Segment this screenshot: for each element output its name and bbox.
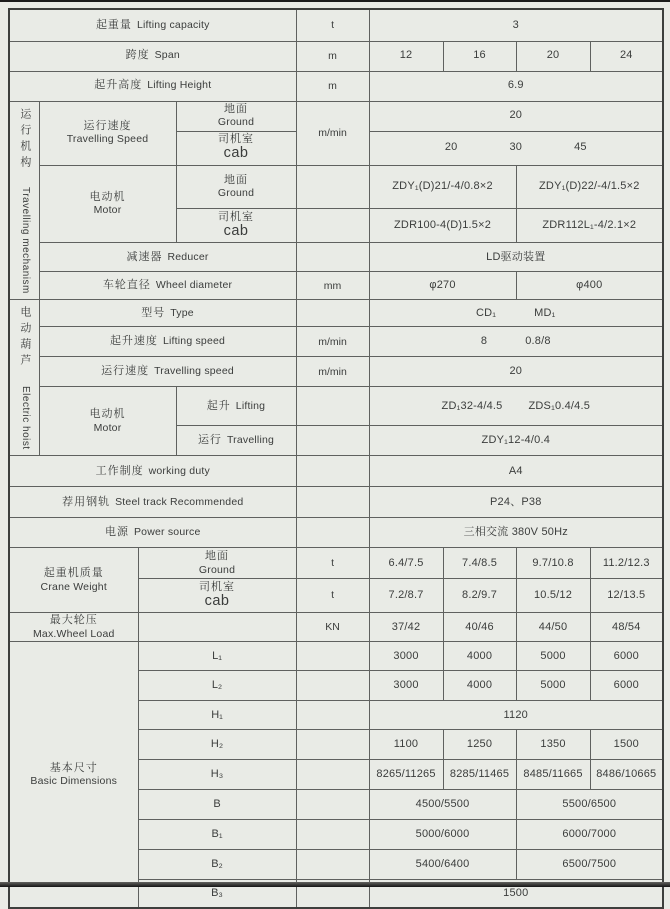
row-span (9, 41, 663, 71)
crane-weight-ground-sublabel: 地面 Ground (138, 548, 296, 579)
reducer-label: 减速器 Reducer (39, 243, 296, 272)
lifting-capacity-unit: t (296, 9, 369, 41)
dim-h1-value: 1120 (369, 701, 663, 730)
dim-l1-value-4: 6000 (590, 642, 663, 671)
row-wheel-diameter (9, 272, 663, 300)
dim-h3-value-4: 8486/10665 (590, 760, 663, 790)
travspeed-cab-sublabel: 司机室 cab (176, 131, 296, 165)
dim-h3-value-3: 8485/11665 (516, 760, 590, 790)
row-crane-weight-ground (9, 548, 663, 579)
dim-l2-value-3: 5000 (516, 671, 590, 701)
dim-b1-value-2: 6000/7000 (516, 820, 663, 850)
dim-b1-sublabel: B₁ (138, 820, 296, 850)
max-wheel-load-value-4: 48/54 (590, 613, 663, 642)
dim-h2-unit (296, 730, 369, 760)
dim-h3-value-2: 8285/11465 (443, 760, 516, 790)
mechmotor-ground-sublabel: 地面 Ground (176, 165, 296, 209)
mechmotor-ground-value-1: ZDY₁(D)21/-4/0.8×2 (369, 165, 516, 209)
dim-b3-value: 1500 (369, 880, 663, 908)
hoist-type-values: CD₁ MD₁ (369, 300, 663, 327)
span-label: 跨度 Span (9, 41, 296, 71)
mechmotor-ground-unit (296, 165, 369, 209)
dim-h1-unit (296, 701, 369, 730)
scan-edge-top (0, 0, 670, 2)
span-value-1: 12 (369, 41, 443, 71)
hoistmotor-travelling-value: ZDY₁12-4/0.4 (369, 426, 663, 456)
hoist-type-label: 型号 Type (39, 300, 296, 327)
mech-motor-label: 电动机 Motor (39, 165, 176, 243)
row-working-duty (9, 456, 663, 487)
max-wheel-load-value-3: 44/50 (516, 613, 590, 642)
dim-l2-value-1: 3000 (369, 671, 443, 701)
row-max-wheel-load (9, 613, 663, 642)
dim-h3-value-1: 8265/11265 (369, 760, 443, 790)
dim-l2-value-4: 6000 (590, 671, 663, 701)
max-wheel-load-sublabel-empty (138, 613, 296, 642)
working-duty-unit (296, 456, 369, 487)
dim-h2-value-3: 1350 (516, 730, 590, 760)
lifting-height-unit: m (296, 71, 369, 101)
travspeed-ground-value: 20 (369, 101, 663, 131)
row-dim-l1 (9, 642, 663, 671)
dim-h2-value-2: 1250 (443, 730, 516, 760)
row-power-source (9, 518, 663, 548)
crane-weight-cab-value-4: 12/13.5 (590, 579, 663, 613)
crane-weight-ground-value-3: 9.7/10.8 (516, 548, 590, 579)
dim-b3-sublabel: B₃ (138, 880, 296, 908)
hoist-travelling-speed-unit: m/min (296, 357, 369, 387)
reducer-value: LD驱动装置 (369, 243, 663, 272)
dim-b2-sublabel: B₂ (138, 850, 296, 880)
dim-b1-value-1: 5000/6000 (369, 820, 516, 850)
crane-weight-label: 起重机质量 Crane Weight (9, 548, 138, 613)
crane-weight-cab-unit: t (296, 579, 369, 613)
crane-weight-ground-unit: t (296, 548, 369, 579)
working-duty-label: 工作制度 working duty (9, 456, 296, 487)
hoistmotor-lifting-sublabel: 起升 Lifting (176, 387, 296, 426)
mechmotor-cab-unit (296, 209, 369, 243)
row-lifting-height (9, 71, 663, 101)
span-value-4: 24 (590, 41, 663, 71)
crane-weight-cab-sublabel: 司机室 cab (138, 579, 296, 613)
crane-weight-cab-value-2: 8.2/9.7 (443, 579, 516, 613)
dim-h2-value-1: 1100 (369, 730, 443, 760)
steel-track-value: P24、P38 (369, 487, 663, 518)
wheel-diameter-value-2: φ400 (516, 272, 663, 300)
travspeed-cab-values: 20 30 45 (369, 131, 663, 165)
dim-l1-value-2: 4000 (443, 642, 516, 671)
lifting-speed-label: 起升速度 Lifting speed (39, 327, 296, 357)
row-hoist-travelling-speed (9, 357, 663, 387)
group-electric-hoist: 电动葫芦 Electric hoist (9, 300, 39, 456)
hoist-travelling-speed-value: 20 (369, 357, 663, 387)
lifting-height-label: 起升高度 Lifting Height (9, 71, 296, 101)
dim-h3-sublabel: H₃ (138, 760, 296, 790)
dim-b2-value-1: 5400/6400 (369, 850, 516, 880)
dim-l1-sublabel: L₁ (138, 642, 296, 671)
row-lifting-speed (9, 327, 663, 357)
mechmotor-cab-value-2: ZDR112L₁-4/2.1×2 (516, 209, 663, 243)
hoist-travelling-speed-label: 运行速度 Travelling speed (39, 357, 296, 387)
crane-spec-table (8, 8, 664, 909)
dim-b-value-1: 4500/5500 (369, 790, 516, 820)
mechmotor-cab-sublabel: 司机室 cab (176, 209, 296, 243)
dim-h3-unit (296, 760, 369, 790)
dim-l1-value-1: 3000 (369, 642, 443, 671)
row-hoistmotor-lifting (9, 387, 663, 426)
dim-b-value-2: 5500/6500 (516, 790, 663, 820)
dim-h1-sublabel: H₁ (138, 701, 296, 730)
dim-h2-sublabel: H₂ (138, 730, 296, 760)
max-wheel-load-label: 最大轮压 Max.Wheel Load (9, 613, 138, 642)
mechmotor-cab-value-1: ZDR100-4(D)1.5×2 (369, 209, 516, 243)
dim-l2-value-2: 4000 (443, 671, 516, 701)
dim-l2-unit (296, 671, 369, 701)
max-wheel-load-unit: KN (296, 613, 369, 642)
crane-weight-ground-value-4: 11.2/12.3 (590, 548, 663, 579)
crane-weight-ground-value-2: 7.4/8.5 (443, 548, 516, 579)
dim-b2-unit (296, 850, 369, 880)
dim-l2-sublabel: L₂ (138, 671, 296, 701)
hoistmotor-lifting-unit (296, 387, 369, 426)
scan-edge-bottom (0, 882, 670, 887)
steel-track-unit (296, 487, 369, 518)
dim-l1-unit (296, 642, 369, 671)
row-travspeed-ground (9, 101, 663, 131)
travelling-speed-unit: m/min (296, 101, 369, 165)
power-source-unit (296, 518, 369, 548)
crane-weight-cab-value-3: 10.5/12 (516, 579, 590, 613)
travelling-speed-label: 运行速度 Travelling Speed (39, 101, 176, 165)
lifting-capacity-label: 起重量 Lifting capacity (9, 9, 296, 41)
dim-b-sublabel: B (138, 790, 296, 820)
lifting-speed-unit: m/min (296, 327, 369, 357)
row-reducer (9, 243, 663, 272)
wheel-diameter-unit: mm (296, 272, 369, 300)
span-value-3: 20 (516, 41, 590, 71)
lifting-capacity-value: 3 (369, 9, 663, 41)
basic-dimensions-label: 基本尺寸 Basic Dimensions (9, 642, 138, 908)
travspeed-ground-sublabel: 地面 Ground (176, 101, 296, 131)
working-duty-value: A4 (369, 456, 663, 487)
wheel-diameter-label: 车轮直径 Wheel diameter (39, 272, 296, 300)
dim-b1-unit (296, 820, 369, 850)
crane-weight-ground-value-1: 6.4/7.5 (369, 548, 443, 579)
span-value-2: 16 (443, 41, 516, 71)
span-unit: m (296, 41, 369, 71)
lifting-height-value: 6.9 (369, 71, 663, 101)
row-mechmotor-ground (9, 165, 663, 209)
power-source-label: 电源 Power source (9, 518, 296, 548)
dim-b-unit (296, 790, 369, 820)
max-wheel-load-value-2: 40/46 (443, 613, 516, 642)
max-wheel-load-value-1: 37/42 (369, 613, 443, 642)
dim-h2-value-4: 1500 (590, 730, 663, 760)
wheel-diameter-value-1: φ270 (369, 272, 516, 300)
hoistmotor-travelling-unit (296, 426, 369, 456)
hoistmotor-lifting-values: ZD₁32-4/4.5 ZDS₁0.4/4.5 (369, 387, 663, 426)
row-lifting-capacity (9, 9, 663, 41)
dim-l1-value-3: 5000 (516, 642, 590, 671)
steel-track-label: 荐用钢轨 Steel track Recommended (9, 487, 296, 518)
row-steel-track (9, 487, 663, 518)
lifting-speed-values: 8 0.8/8 (369, 327, 663, 357)
crane-weight-cab-value-1: 7.2/8.7 (369, 579, 443, 613)
mechmotor-ground-value-2: ZDY₁(D)22/-4/1.5×2 (516, 165, 663, 209)
hoistmotor-travelling-sublabel: 运行 Travelling (176, 426, 296, 456)
reducer-unit (296, 243, 369, 272)
row-hoist-type (9, 300, 663, 327)
group-travelling-mechanism: 运行机构 Travelling mechanism (9, 101, 39, 300)
hoist-motor-label: 电动机 Motor (39, 387, 176, 456)
dim-b2-value-2: 6500/7500 (516, 850, 663, 880)
hoist-type-unit (296, 300, 369, 327)
power-source-value: 三相交流 380V 50Hz (369, 518, 663, 548)
